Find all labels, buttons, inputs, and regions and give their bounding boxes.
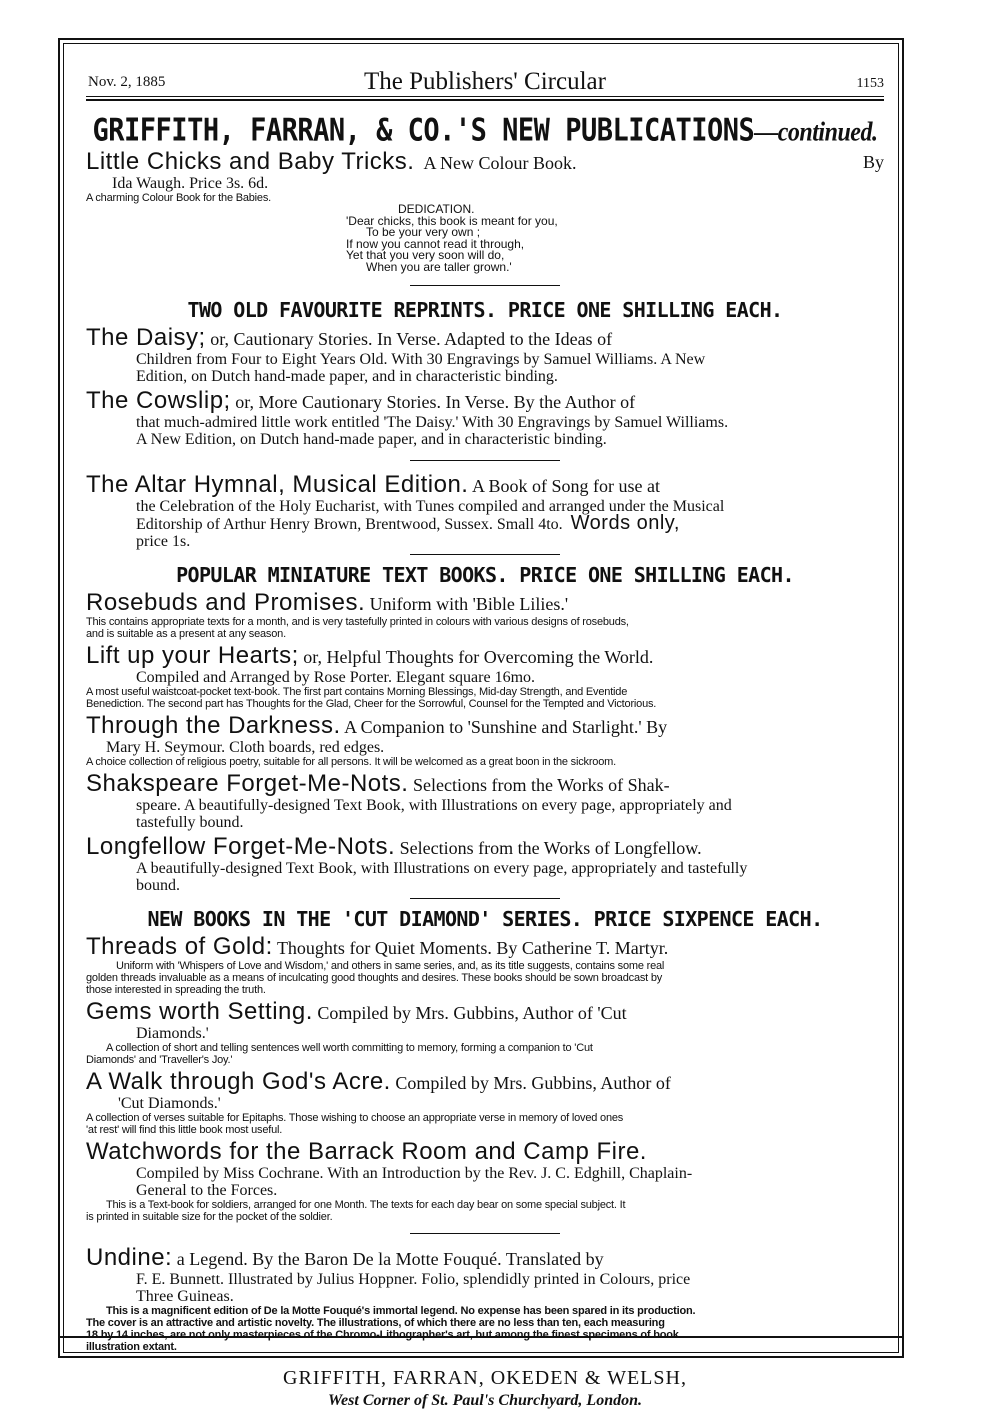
- main-title-continued: —continued.: [754, 117, 878, 148]
- book-title: Little Chicks and Baby Tricks.: [86, 148, 415, 175]
- entry-undine: Undine: a Legend. By the Baron De la Motte Fouqué. Translated by F. E. Bunnett. Illustrated by Julius Hoppner. Folio, splendidly printed in Colours, price Three Guineas. This is a magnificent edition of De la Motte Fouqué's immortal legend. No expense has been spared in its production. The cover is an attractive and artistic novelty. The illustrations, of which there are no less than ten, each measuring 18 by 14 inches, are not only masterpieces of the Chromo-Lithographer's art, but among the finest specimens of book illustration extant.: [86, 1244, 696, 1353]
- header-title: The Publishers' Circular: [364, 68, 606, 95]
- entry-rosebuds: Rosebuds and Promises. Uniform with 'Bible Lilies.' This contains appropriate texts for a month, and is very tastefully printed in colours with various designs of rosebuds, and is suitable as a present at any season.: [86, 589, 629, 640]
- entry-cowslip: The Cowslip; or, More Cautionary Stories. In Verse. By the Author of that much-admired little work entitled 'The Daisy.' With 30 Engravings by Samuel Williams. A New Edition, on Dutch hand-made paper, and in characteristic binding.: [86, 387, 729, 448]
- separator: [410, 898, 560, 899]
- publisher-address: West Corner of St. Paul's Churchyard, London.: [328, 1392, 642, 1409]
- book-title: Rosebuds and Promises.: [86, 589, 366, 616]
- book-title: Shakspeare Forget-Me-Nots.: [86, 770, 409, 797]
- book-title: The Cowslip;: [86, 387, 231, 414]
- book-title: A Walk through God's Acre.: [86, 1068, 391, 1095]
- header-rule: [86, 96, 884, 101]
- section-heading: POPULAR MINIATURE TEXT BOOKS. PRICE ONE SHILLING EACH.: [176, 563, 794, 587]
- separator: [410, 460, 560, 461]
- book-title: The Altar Hymnal, Musical Edition.: [86, 471, 469, 498]
- section-heading: NEW BOOKS IN THE 'CUT DIAMOND' SERIES. PRICE SIXPENCE EACH.: [147, 907, 823, 931]
- separator: [410, 285, 560, 286]
- page-frame: [58, 38, 904, 1409]
- header-date: Nov. 2, 1885: [88, 74, 166, 90]
- entry-threads-of-gold: Threads of Gold: Thoughts for Quiet Moments. By Catherine T. Martyr. Uniform with 'Whispers of Love and Wisdom,' and others in same series, and, as its title suggests, contains some real golden threads invaluable as a means of inculcating good thoughts and desires. These books should be sown broadcast by those interested in spreading the truth.: [86, 933, 669, 996]
- book-title: Watchwords for the Barrack Room and Camp Fire.: [86, 1138, 647, 1165]
- entry-longfellow: Longfellow Forget-Me-Nots. Selections from the Works of Longfellow. A beautifully-designed Text Book, with Illustrations on every page, appropriately and tastefully bound.: [86, 833, 748, 894]
- book-title: Threads of Gold:: [86, 933, 273, 960]
- book-title: Lift up your Hearts;: [86, 642, 299, 669]
- entry-altar-hymnal: The Altar Hymnal, Musical Edition. A Book of Song for use at the Celebration of the Holy Eucharist, with Tunes compiled and arranged under the Musical Editorship of Arthur Henry Brown, Brentwood, Sussex. Small 4to. Words only, price 1s.: [86, 471, 725, 550]
- entry-gems-worth-setting: Gems worth Setting. Compiled by Mrs. Gubbins, Author of 'Cut Diamonds.' A collection of short and telling sentences well worth committing to memory, forming a companion to 'Cut Diamonds' and 'Traveller's Joy.': [86, 998, 627, 1066]
- book-title: Undine:: [86, 1244, 173, 1271]
- entry-shakspeare: Shakspeare Forget-Me-Nots. Selections from the Works of Shak- speare. A beautifully-designed Text Book, with Illustrations on every page, appropriately and tastefully bound.: [86, 770, 732, 831]
- running-header: [86, 40, 884, 95]
- dedication: DEDICATION. 'Dear chicks, this book is meant for you, To be your very own ; If now you cannot read it through, Yet that you very soon will do, When you are taller grown.': [346, 202, 558, 274]
- separator: [410, 554, 560, 555]
- book-title: Longfellow Forget-Me-Nots.: [86, 833, 396, 860]
- entry-daisy: The Daisy; or, Cautionary Stories. In Verse. Adapted to the Ideas of Children from Four to Eight Years Old. With 30 Engravings by Samuel Williams. A New Edition, on Dutch hand-made paper, and in characteristic binding.: [86, 324, 706, 385]
- book-title: Through the Darkness.: [86, 712, 341, 739]
- entry-watchwords: Watchwords for the Barrack Room and Camp Fire. Compiled by Miss Cochrane. With an Introduction by the Rev. J. C. Edghill, Chaplain- General to the Forces. This is a Text-book for soldiers, arranged for one Month. The texts for each day bear on some special subject. It is printed in suitable size for the pocket of the soldier.: [86, 1138, 693, 1223]
- entry-little-chicks: Little Chicks and Baby Tricks. A New Colour Book. By Ida Waugh. Price 3s. 6d. A charming Colour Book for the Babies. DEDICATION. 'Dear chicks, this book is meant for you, To be your very own ; If now you cannot read it through, Yet that you very soon will do, When you are taller grown.': [86, 148, 884, 274]
- book-title: The Daisy;: [86, 324, 206, 351]
- entry-through-darkness: Through the Darkness. A Companion to 'Sunshine and Starlight.' By Mary H. Seymour. Cloth boards, red edges. A choice collection of religious poetry, suitable for all persons. It will be welcomed as a great boon in the sickroom.: [86, 712, 668, 768]
- bottom-rule: [60, 1336, 902, 1338]
- main-title: GRIFFITH, FARRAN, & CO.'S NEW PUBLICATIONS—continued.: [92, 112, 878, 149]
- book-title: Gems worth Setting.: [86, 998, 313, 1025]
- header-page-number: 1153: [856, 76, 884, 91]
- separator: [410, 1233, 560, 1234]
- section-heading: TWO OLD FAVOURITE REPRINTS. PRICE ONE SHILLING EACH.: [187, 298, 783, 322]
- entry-lift-up: Lift up your Hearts; or, Helpful Thoughts for Overcoming the World. Compiled and Arranged by Rose Porter. Elegant square 16mo. A most useful waistcoat-pocket text-book. The first part contains Morning Blessings, Mid-day Strength, and Eventide Benediction. The second part has Thoughts for the Glad, Cheer for the Sorrowful, Counsel for the Tempted and Victorious.: [86, 642, 657, 710]
- publisher-name: GRIFFITH, FARRAN, OKEDEN & WELSH,: [283, 1367, 687, 1389]
- entry-walk-gods-acre: A Walk through God's Acre. Compiled by Mrs. Gubbins, Author of 'Cut Diamonds.' A collection of verses suitable for Epitaphs. Those wishing to choose an appropriate verse in memory of loved ones 'at rest' will find this little book most useful.: [86, 1068, 671, 1136]
- page-content: [86, 40, 884, 1410]
